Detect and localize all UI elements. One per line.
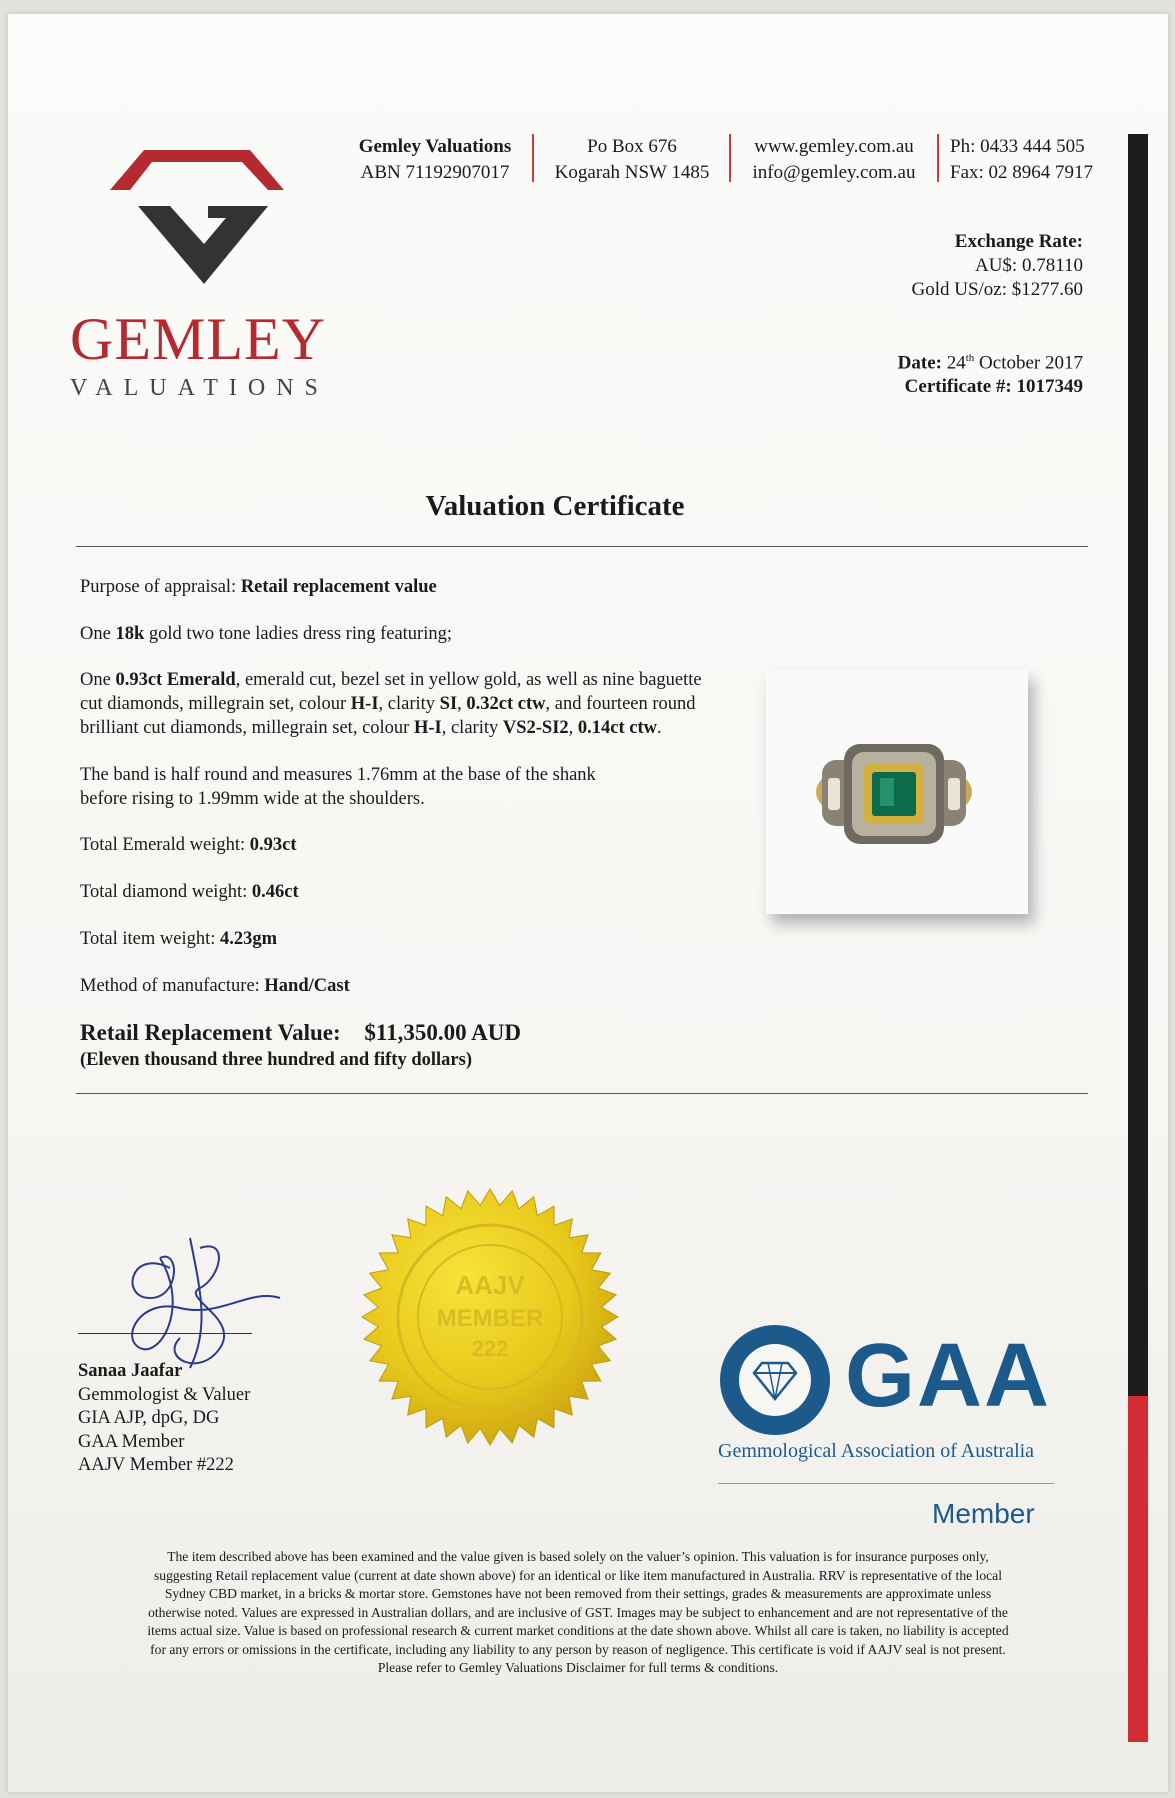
logo-name: GEMLEY (70, 306, 326, 372)
desc-text: , emerald cut, bezel set in yellow gold, as well as nine baguette (235, 670, 702, 690)
intro-text: One (80, 624, 111, 644)
total-emerald-weight (80, 833, 740, 857)
header-divider (532, 134, 534, 182)
certificate-number: 1017349 (1016, 376, 1083, 398)
total-diamond-weight (80, 880, 740, 904)
disclaimer-line: suggesting Retail replacement value (current at date shown above) for an identical or like item manufactured in Australia. RRV is representative of the local (154, 1567, 1002, 1583)
desc-text: . (657, 718, 662, 738)
header-divider (937, 134, 939, 182)
purpose-line (80, 575, 740, 599)
certificate-label: Certificate #: (904, 376, 1012, 398)
valuer-details (78, 1360, 250, 1478)
disclaimer-line: items actual size. Value is based on professional research & current market conditions at the date shown above. Whilst all care is taken, no liability is accepted (147, 1623, 1009, 1638)
date-rest: October 2017 (979, 352, 1083, 374)
baguette-ctw: 0.32ct ctw (466, 694, 546, 714)
date-block (898, 346, 1083, 399)
valuer-gaa: GAA Member (78, 1431, 185, 1452)
seal-text: AAJV (455, 1270, 525, 1300)
method-value: Hand/Cast (264, 976, 350, 996)
disclaimer (78, 1548, 1078, 1678)
purpose-label: Purpose of appraisal: (80, 577, 237, 597)
rrv-amount: $11,350.00 AUD (364, 1020, 521, 1045)
divider-top (76, 546, 1088, 547)
desc-text: cut diamonds, millegrain set, colour (80, 694, 347, 714)
rrv-label: Retail Replacement Value: (80, 1020, 341, 1045)
total-item-weight (80, 927, 740, 951)
emerald-weight: 0.93ct Emerald (115, 670, 236, 690)
suburb: Kogarah NSW 1485 (554, 162, 710, 183)
page-title: Valuation Certificate (425, 490, 685, 522)
gaa-member-label: Member (932, 1498, 1035, 1529)
item-label: Total item weight: (80, 929, 216, 949)
gem-icon (108, 146, 286, 286)
gaa-divider (718, 1483, 1054, 1484)
date-suffix: th (965, 352, 975, 364)
disclaimer-line: otherwise noted. Values are expressed in Australian dollars, and are inclusive of GST. Images may be subject to enhancement and are not representative of the (148, 1604, 1008, 1620)
website-link[interactable]: www.gemley.com.au (754, 136, 914, 157)
gaa-abbr: GAA (845, 1326, 1051, 1426)
signature-line (78, 1333, 252, 1334)
gold-value: $1277.60 (1011, 279, 1083, 300)
signature-image (100, 1228, 290, 1378)
disclaimer-line: for any errors or omissions in the certificate, including any liability to any person by reason of negligence. This certificate is void if AAJV seal is not present. (150, 1641, 1006, 1657)
header-divider (729, 134, 731, 182)
band-description (80, 763, 740, 811)
valuer-name: Sanaa Jaafar (78, 1361, 183, 1381)
contact-web (745, 134, 923, 186)
colour-grade: H-I (350, 694, 379, 714)
seal-text: MEMBER (436, 1305, 544, 1332)
gold-label: Gold US/oz: (911, 279, 1007, 300)
exchange-rate-block (911, 230, 1083, 302)
aajv-seal-icon (360, 1182, 620, 1452)
contact-address (548, 134, 716, 186)
desc-text: , clarity (378, 694, 436, 714)
method-of-manufacture (80, 974, 740, 998)
rrv-in-words: (Eleven thousand three hundred and fifty dollars) (80, 1050, 472, 1070)
valuer-qualifications: GIA AJP, dpG, DG (78, 1408, 220, 1428)
desc-text: , and fourteen round (545, 694, 696, 714)
exchange-heading: Exchange Rate: (954, 231, 1083, 252)
intro-text: gold two tone ladies dress ring featuring; (148, 624, 453, 644)
fax: Fax: 02 8964 7917 (950, 162, 1094, 183)
valuer-aajv: AAJV Member #222 (78, 1455, 234, 1475)
date-label: Date: (897, 352, 942, 374)
contact-company (355, 134, 515, 186)
desc-text: One (80, 670, 111, 690)
desc-text: , (457, 694, 462, 714)
valuer-title: Gemmologist & Valuer (78, 1384, 251, 1405)
metal-karat: 18k (115, 624, 145, 644)
disclaimer-line: The item described above has been examined and the value given is based solely on the valuer’s opinion. This valuation is for insurance purposes only, (167, 1549, 989, 1564)
gaa-emblem-icon (718, 1323, 832, 1437)
exchange-aud: AU$: 0.78110 (974, 255, 1083, 276)
side-stripe-red (1128, 1396, 1148, 1742)
desc-text: brilliant cut diamonds, millegrain set, colour (80, 718, 410, 738)
ring-photo (766, 670, 1028, 914)
po-box: Po Box 676 (587, 136, 677, 157)
band-text: The band is half round and measures 1.76mm at the base of the shank (80, 765, 596, 785)
method-label: Method of manufacture: (80, 976, 260, 996)
logo-subtitle: VALUATIONS (70, 375, 329, 401)
purpose-value: Retail replacement value (240, 577, 437, 597)
contact-phone (950, 134, 1112, 186)
desc-text: , clarity (441, 718, 499, 738)
diamond-label: Total diamond weight: (80, 882, 248, 902)
colour-grade: H-I (413, 718, 442, 738)
company-name: Gemley Valuations (358, 136, 512, 157)
divider-bottom (76, 1093, 1088, 1094)
diamond-value: 0.46ct (251, 882, 299, 902)
ring-image (766, 670, 1028, 914)
emerald-value: 0.93ct (249, 835, 297, 855)
side-stripe-dark (1128, 134, 1148, 1396)
clarity-grade: SI (439, 694, 458, 714)
phone: Ph: 0433 444 505 (950, 136, 1085, 157)
email-link[interactable]: info@gemley.com.au (752, 162, 916, 183)
gaa-full-name: Gemmological Association of Australia (718, 1440, 1035, 1462)
item-description (80, 668, 760, 740)
round-ctw: 0.14ct ctw (577, 718, 658, 738)
item-value: 4.23gm (220, 929, 278, 949)
disclaimer-line: Please refer to Gemley Valuations Disclaimer for full terms & conditions. (377, 1660, 779, 1675)
disclaimer-line: Sydney CBD market, in a bricks & mortar store. Gemstones have not been removed from their settings, grades & measurements are approximate unless (164, 1586, 992, 1601)
seal-text: 222 (471, 1336, 509, 1361)
date-day: 24 (946, 352, 966, 374)
band-text: before rising to 1.99mm wide at the shoulders. (80, 789, 425, 809)
company-abn: ABN 71192907017 (360, 162, 510, 183)
emerald-label: Total Emerald weight: (80, 835, 246, 855)
item-intro (80, 622, 740, 646)
desc-text: , (568, 718, 574, 738)
retail-replacement-value (80, 1020, 521, 1046)
clarity-grade: VS2-SI2 (502, 718, 569, 738)
